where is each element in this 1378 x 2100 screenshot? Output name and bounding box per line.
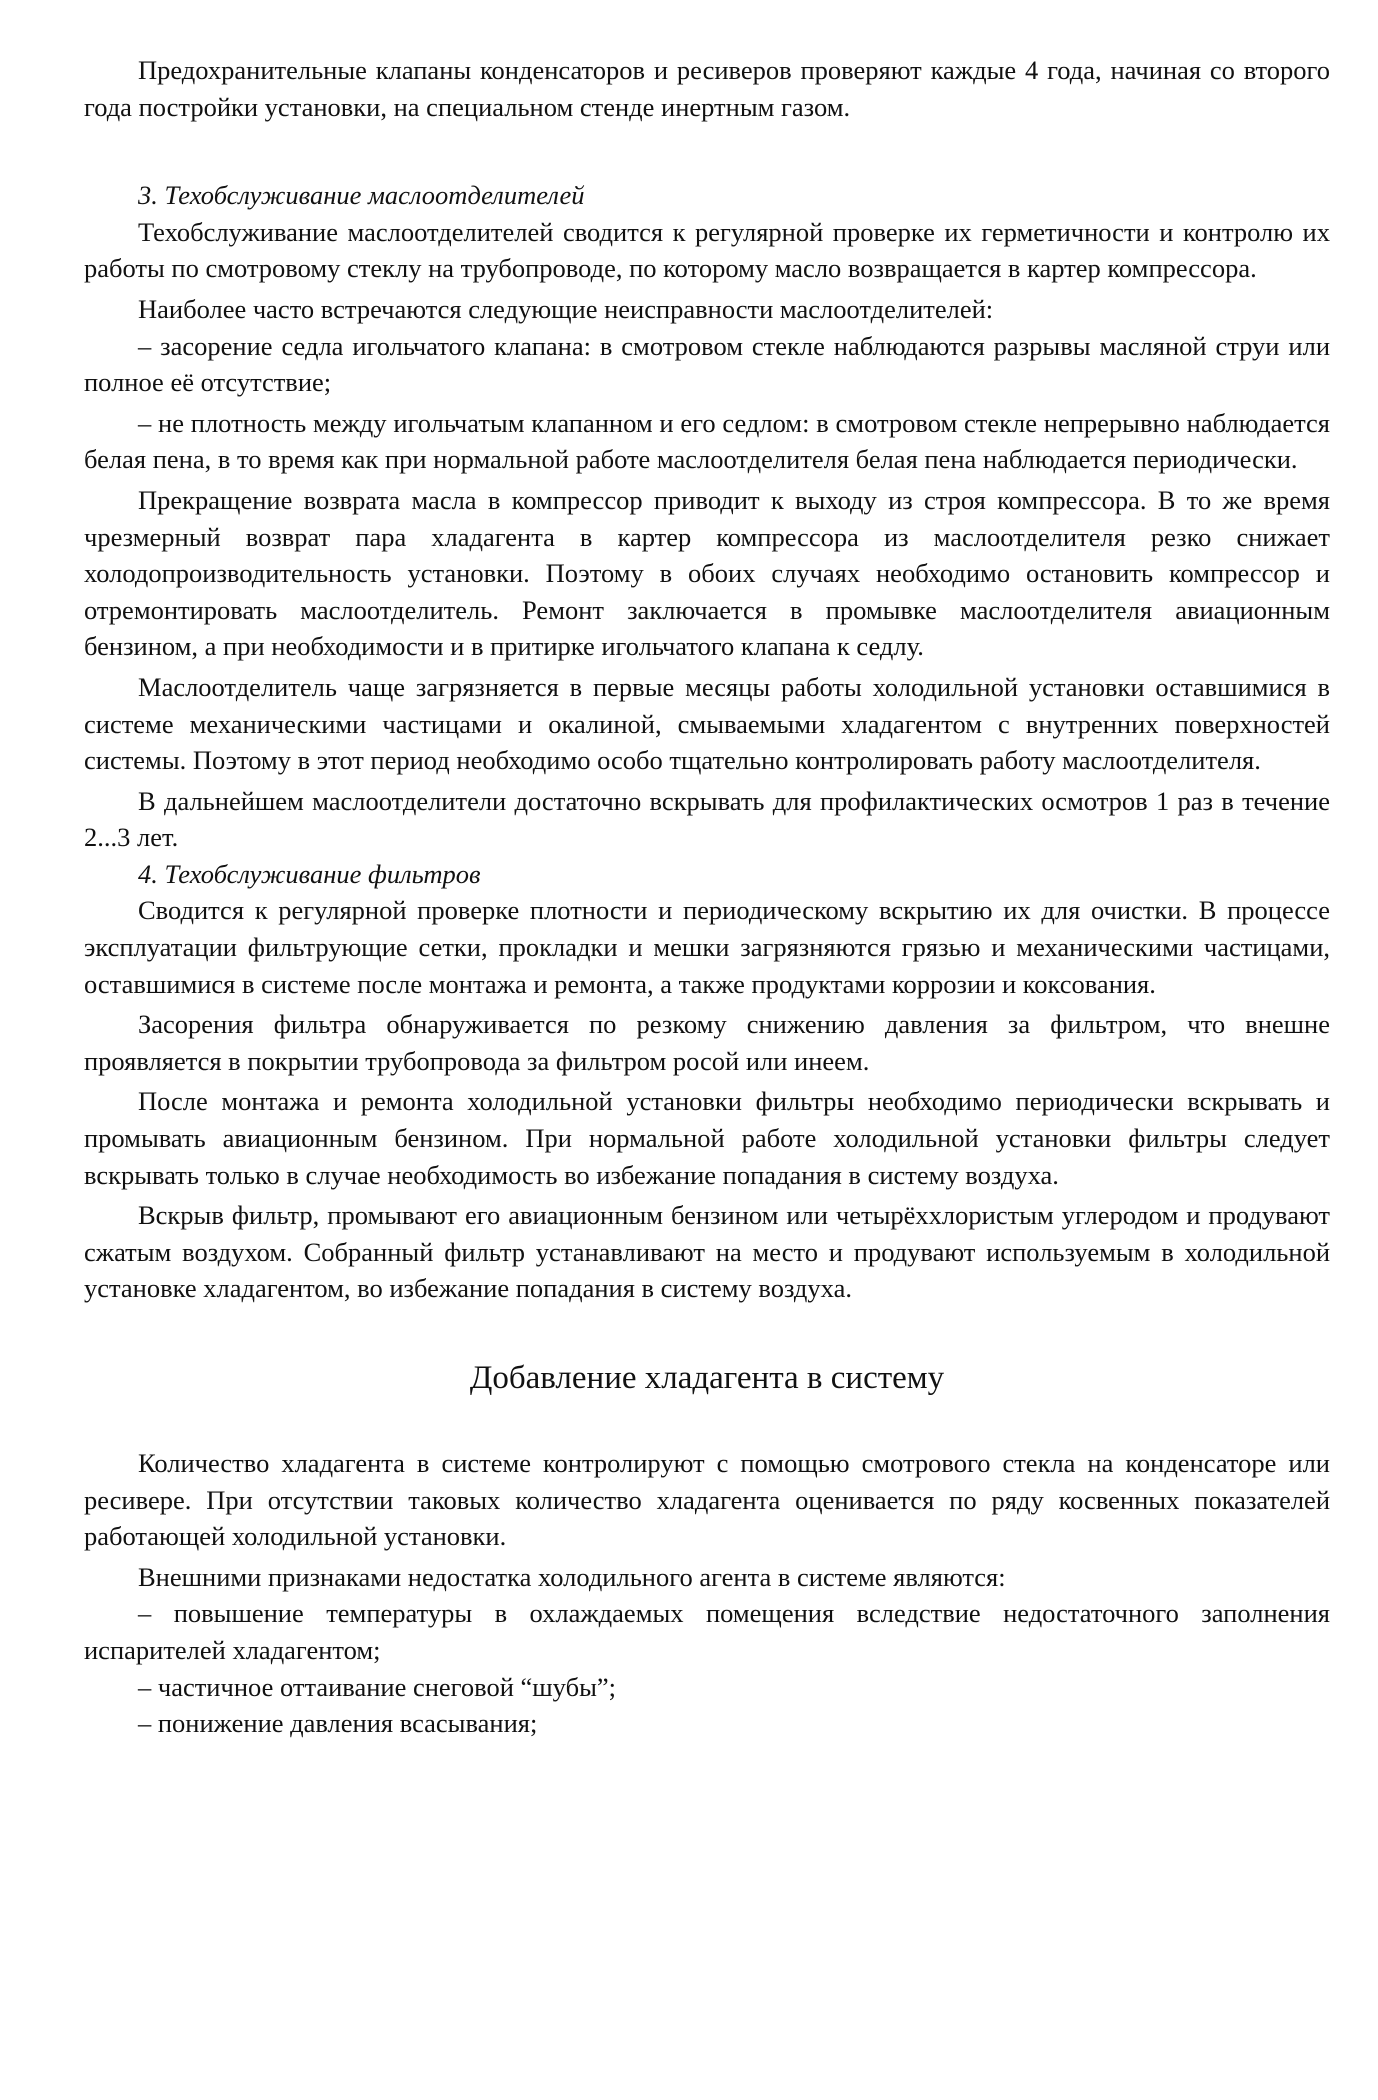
refrigerant-paragraph-1: Количество хладагента в системе контролируют с помощью смотрового стекла на конденсаторе или ресивере. При отсутствии таковых количество хладагента оценивается по ряду косвенных показателей работающей холодильной установки. [84,1448,1330,1552]
refrigerant-list-item-1: – повышение температуры в охлаждаемых помещения вследствие недостаточного заполнения испарителей хладагентом; [84,1598,1330,1665]
refrigerant-heading: Добавление хладагента в систему [469,1360,945,1396]
section-3-paragraph-1: Техобслуживание маслоотделителей сводится к регулярной проверке их герметичности и контролю их работы по смотровому стеклу на трубопроводе, по которому масло возвращается в картер компрессора. [84,216,1330,284]
refrigerant-list-item-3: – понижение давления всасывания; [138,1708,538,1739]
section-3-title: 3. Техобслуживание маслоотделителей [138,180,585,211]
section-4-paragraph-3: После монтажа и ремонта холодильной установки фильтры необходимо периодически вскрывать и промывать авиационным бензином. При нормальной работе холодильной установки фильтры следует вскрывать только в случае необходимость во избежание попадания в систему воздуха. [84,1086,1330,1190]
section-3-paragraph-2: Наиболее часто встречаются следующие неисправности маслоотделителей: [138,293,994,324]
section-4-paragraph-4: Вскрыв фильтр, промывают его авиационным бензином или четырёххлористым углеродом и продувают сжатым воздухом. Собранный фильтр устанавливают на место и продувают используемым в холодильной установке хладагентом, во избежание попадания в систему воздуха. [84,1200,1330,1304]
section-3-paragraph-6: Маслоотделитель чаще загрязняется в первые месяцы работы холодильной установки оставшимися в системе механическими частицами и окалиной, смываемыми хладагентом с внутренних поверхностей системы. Поэтому в этот период необходимо особо тщательно контролировать работу маслоотделителя. [84,671,1330,776]
refrigerant-list-item-2: – частичное оттаивание снеговой “шубы”; [138,1671,616,1702]
section-3-paragraph-5: Прекращение возврата масла в компрессор приводит к выходу из строя компрессора. В то же время чрезмерный возврат пара хладагента в картер компрессора из маслоотделителя резко снижает холодопроизводительность установки. Поэтому в обоих случаях необходимо остановить компрессор и отремонтировать маслоотделитель. Ремонт заключается в промывке маслоотделителя авиационным бензином, а при необходимости и в притирке игольчатого клапана к седлу. [84,484,1330,662]
section-4-paragraph-2: Засорения фильтра обнаруживается по резкому снижению давления за фильтром, что внешне проявляется в покрытии трубопровода за фильтром росой или инеем. [84,1009,1330,1076]
refrigerant-paragraph-2: Внешними признаками недостатка холодильного агента в системе являются: [138,1561,1006,1592]
section-3-list-item-2: – не плотность между игольчатым клапанном и его седлом: в смотровом стекле непрерывно наблюдается белая пена, в то время как при нормальной работе маслоотделителя белая пена наблюдается периодически. [84,407,1330,475]
section-4-paragraph-1: Сводится к регулярной проверке плотности и периодическому вскрытию их для очистки. В процессе эксплуатации фильтрующие сетки, прокладки и мешки загрязняются грязью и механическими частицами, оставшимися в системе после монтажа и ремонта, а также продуктами коррозии и коксования. [84,895,1330,999]
section-4-title: 4. Техобслуживание фильтров [138,858,481,889]
section-3-paragraph-7: В дальнейшем маслоотделители достаточно вскрывать для профилактических осмотров 1 раз в течение 2...3 лет. [84,785,1330,853]
document-page [84,52,1330,1742]
section-3-list-item-1: – засорение седла игольчатого клапана: в смотровом стекле наблюдаются разрывы масляной струи или полное её отсутствие; [84,330,1330,398]
intro-paragraph: Предохранительные клапаны конденсаторов и ресиверов проверяют каждые 4 года, начиная со второго года постройки установки, на специальном стенде инертным газом. [84,55,1330,122]
